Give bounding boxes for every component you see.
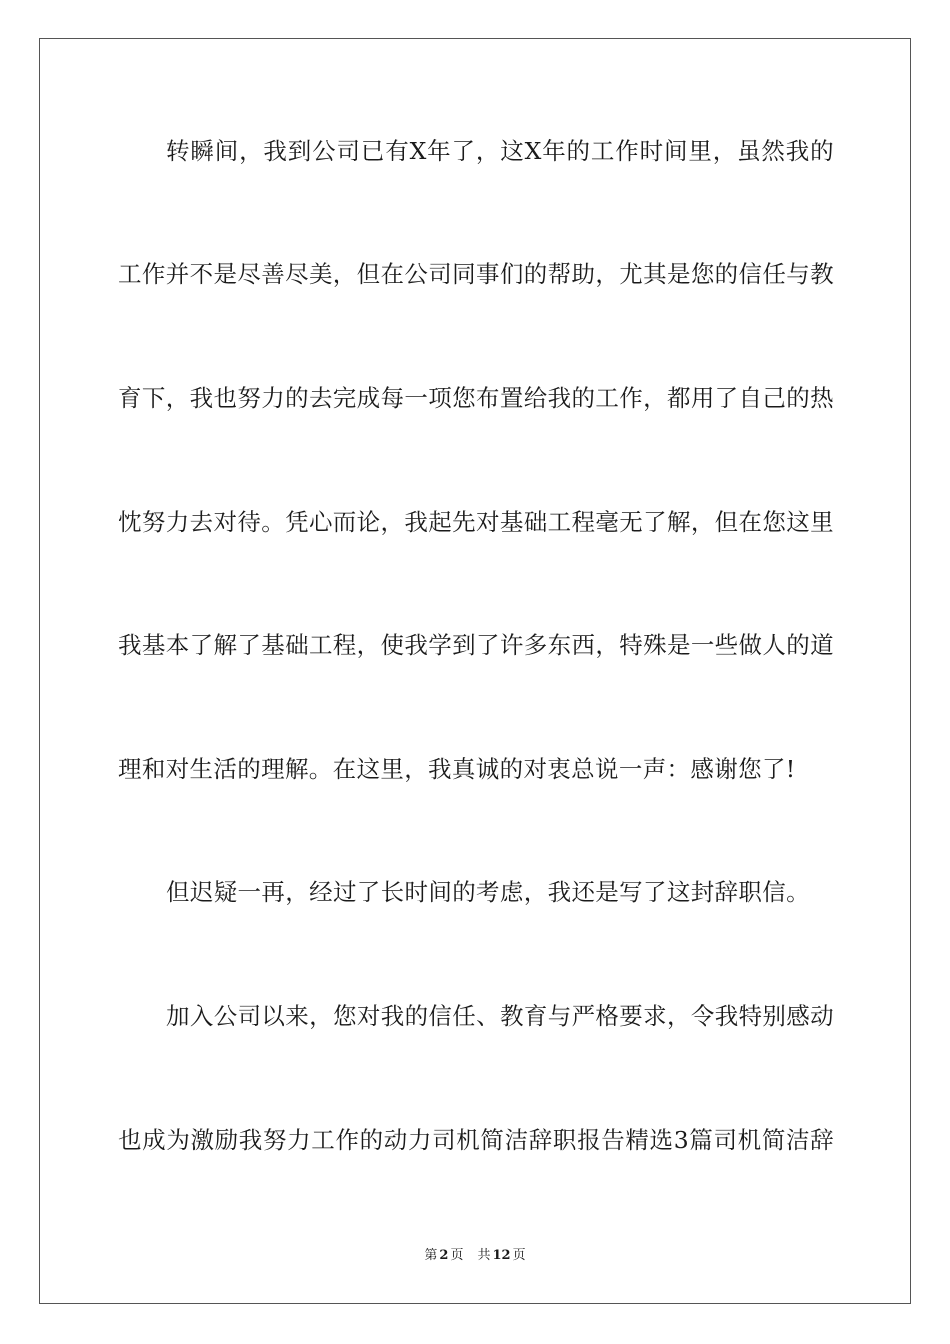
text-line: 加入公司以来，您对我的信任、教育与严格要求，令我特别感动 bbox=[166, 1002, 834, 1030]
text-line: 但迟疑一再，经过了长时间的考虑，我还是写了这封辞职信。 bbox=[166, 878, 810, 906]
page-total: 12 bbox=[492, 1248, 511, 1263]
text-line: 我基本了解了基础工程，使我学到了许多东西，特殊是一些做人的道 bbox=[118, 631, 834, 659]
page-border bbox=[39, 38, 911, 1304]
text-line: 也成为激励我努力工作的动力司机简洁辞职报告精选3篇司机简洁辞 bbox=[118, 1126, 834, 1154]
page-suffix: 页 bbox=[450, 1248, 464, 1263]
total-suffix: 页 bbox=[512, 1248, 526, 1263]
page-footer bbox=[0, 1246, 950, 1266]
page-current: 2 bbox=[439, 1248, 449, 1263]
page-prefix: 第 bbox=[424, 1248, 438, 1263]
text-line: 理和对生活的理解。在这里，我真诚的对衷总说一声：感谢您了! bbox=[118, 755, 796, 783]
text-line: 工作并不是尽善尽美，但在公司同事们的帮助，尤其是您的信任与教 bbox=[118, 260, 834, 288]
text-line: 育下，我也努力的去完成每一项您布置给我的工作，都用了自己的热 bbox=[118, 384, 834, 412]
text-line: 转瞬间，我到公司已有X年了，这X年的工作时间里，虽然我的 bbox=[166, 137, 834, 165]
total-prefix: 共 bbox=[477, 1248, 491, 1263]
text-line: 忱努力去对待。凭心而论，我起先对基础工程毫无了解，但在您这里 bbox=[118, 508, 834, 536]
